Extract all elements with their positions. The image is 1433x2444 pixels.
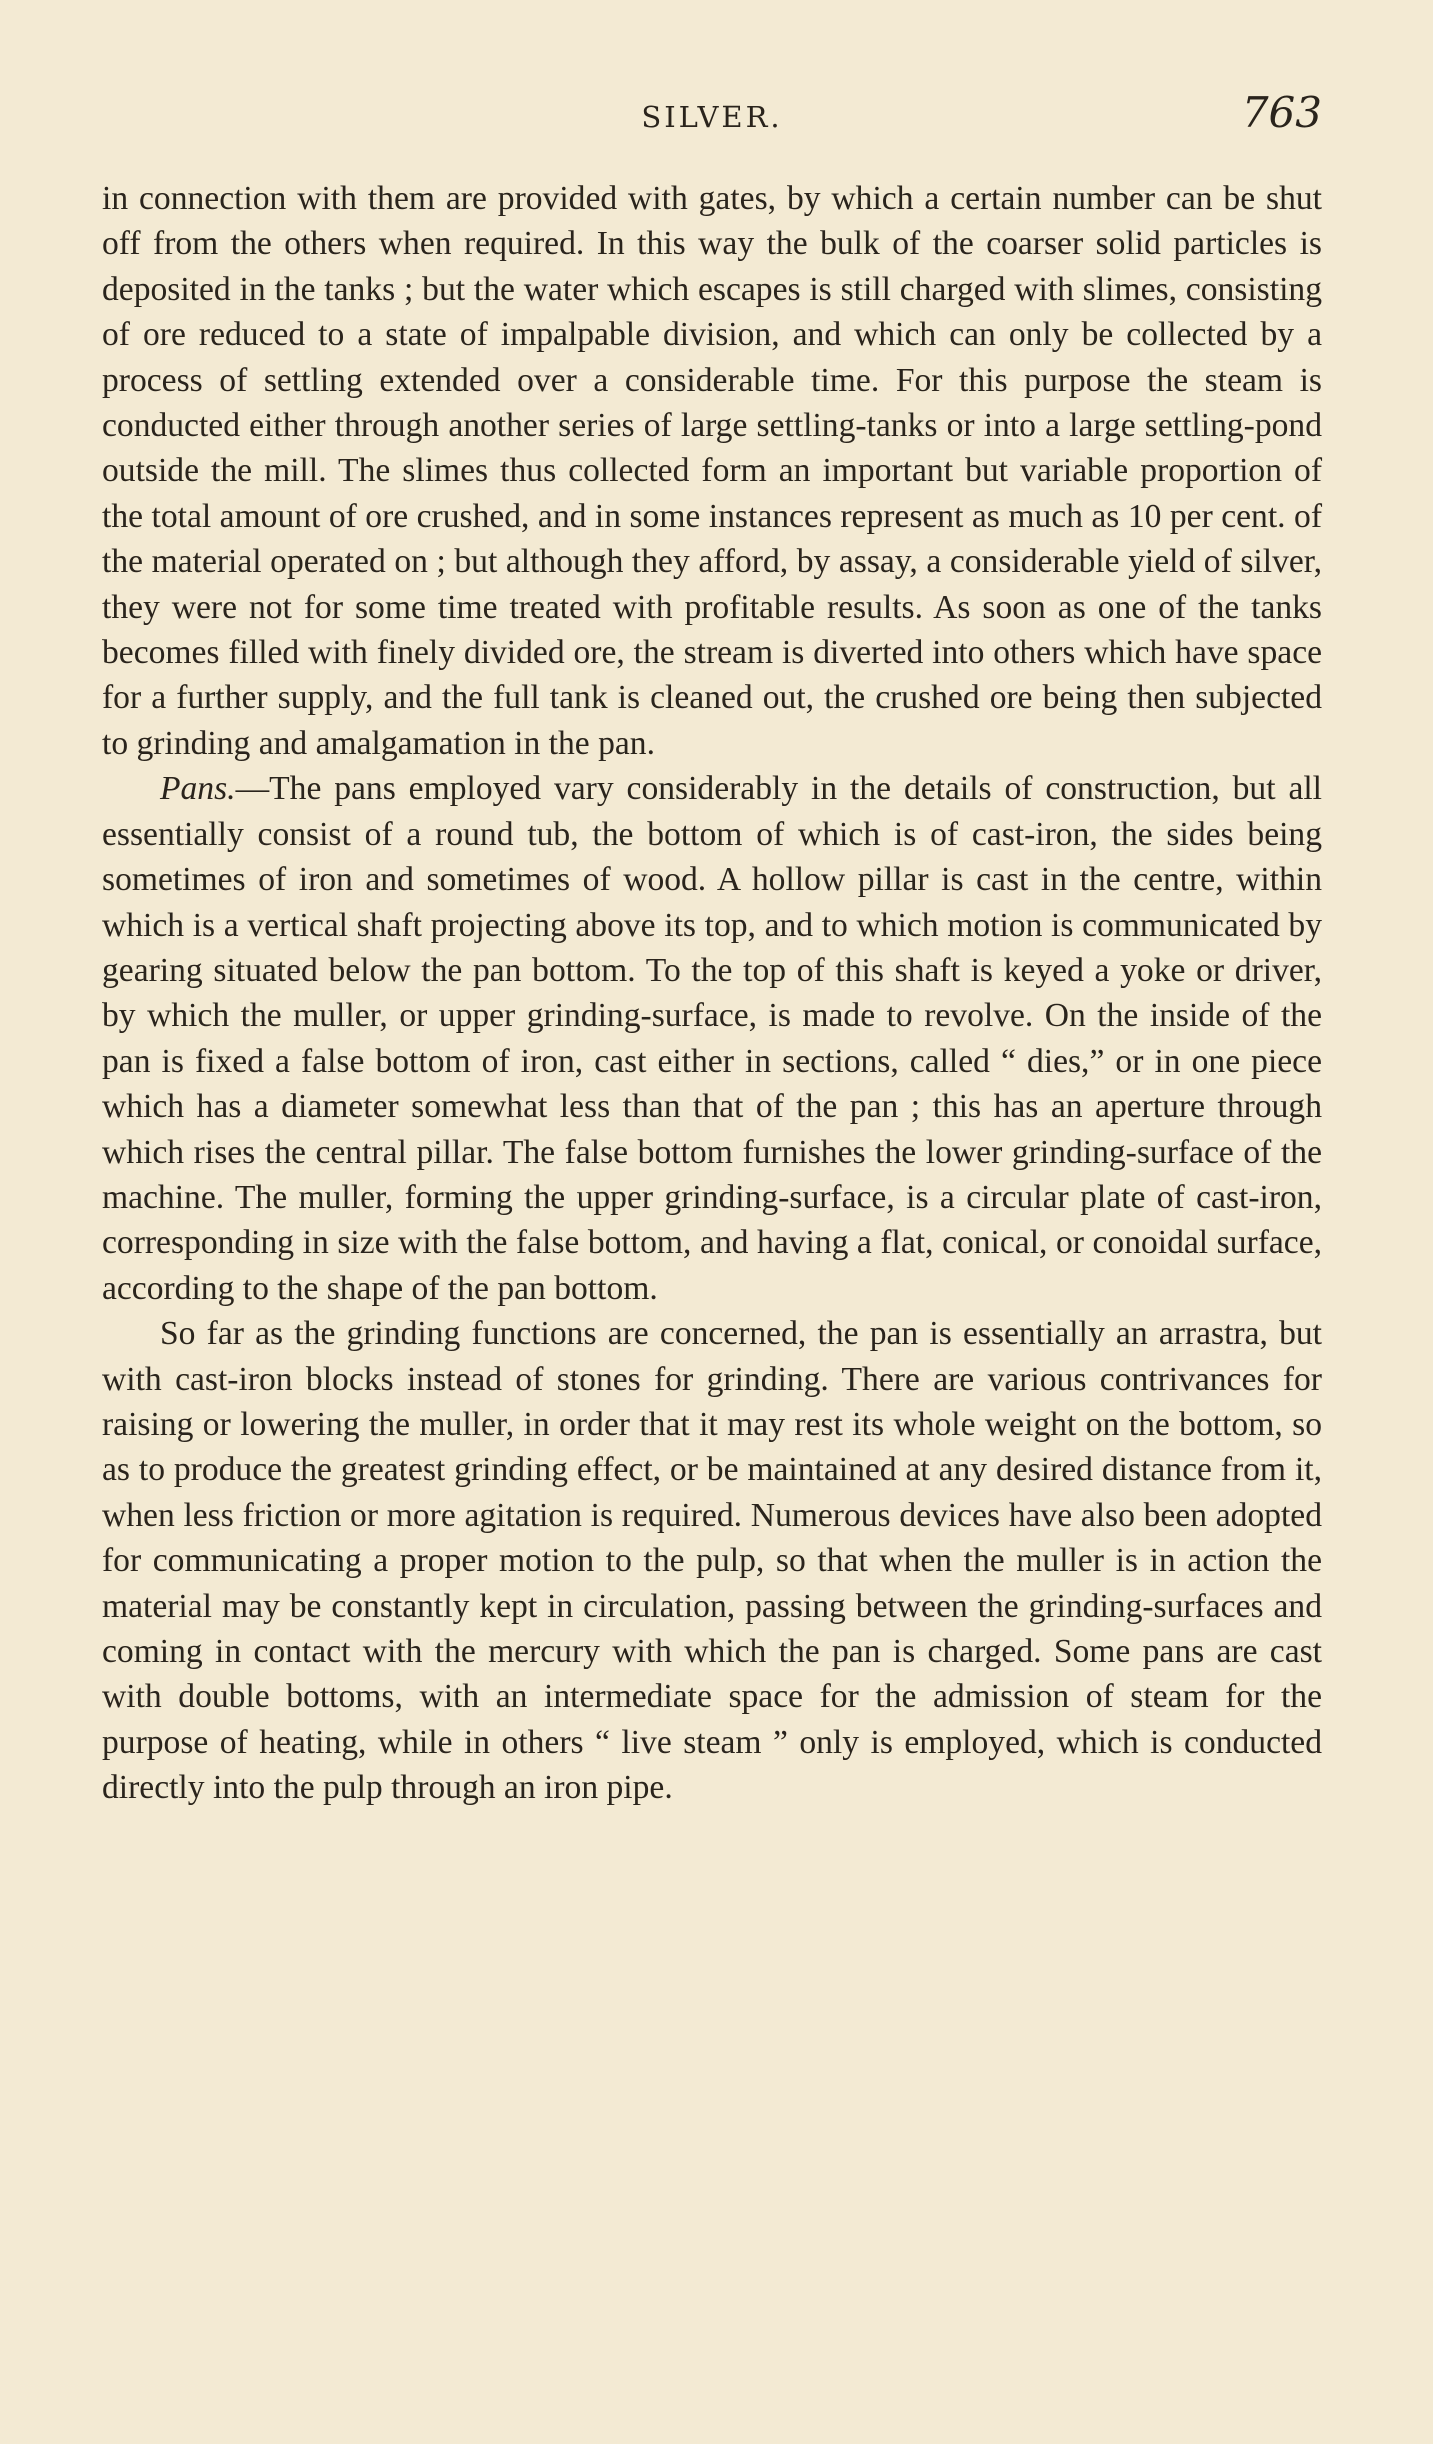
paragraph-2-heading: Pans. [160, 770, 236, 808]
running-head: SILVER. [641, 100, 783, 134]
body-text [102, 176, 1322, 1811]
paragraph-2 [102, 766, 1322, 1311]
paragraph-3: So far as the grinding functions are concerned, the pan is essentially an arrastra, but with cast-iron blocks instead of stones for grinding. There are various contrivances for raising or lowering the muller, in order that it may rest its whole weight on the bottom, so as to produce the greatest grinding effect, or be maintained at any desired distance from it, when less friction or more agitation is required. Numerous devices have also been adopted for communicating a proper motion to the pulp, so that when the muller is in action the material may be constantly kept in circulation, passing between the grinding-surfaces and coming in contact with the mercury with which the pan is charged. Some pans are cast with double bottoms, with an intermediate space for the admission of steam for the purpose of heating, while in others “ live steam ” only is employed, which is conducted directly into the pulp through an iron pipe. [102, 1315, 1322, 1807]
page-header [102, 88, 1322, 148]
page-number: 763 [1241, 88, 1322, 137]
paragraph-1: in connection with them are provided with gates, by which a certain number can be shut off from the others when required. In this way the bulk of the coarser solid particles is deposited in the tanks ; but the water which escapes is still charged with slimes, consisting of ore reduced to a state of impalpable division, and which can only be collected by a process of settling extended over a considerable time. For this purpose the steam is conducted either through another series of large settling-tanks or into a large settling-pond outside the mill. The slimes thus collected form an important but variable proportion of the total amount of ore crushed, and in some instances represent as much as 10 per cent. of the material operated on ; but although they afford, by assay, a considerable yield of silver, they were not for some time treated with profitable results. As soon as one of the tanks becomes filled with finely divided ore, the stream is diverted into others which have space for a further supply, and the full tank is cleaned out, the crushed ore being then subjected to grinding and amalgamation in the pan. [102, 180, 1322, 762]
paragraph-2-text: —The pans employed vary considerably in the details of construction, but all essentially consist of a round tub, the bottom of which is of cast-iron, the sides being sometimes of iron and sometimes of wood. A hollow pillar is cast in the centre, within which is a vertical shaft projecting above its top, and to which motion is communicated by gearing situated below the pan bottom. To the top of this shaft is keyed a yoke or driver, by which the muller, or upper grinding-surface, is made to revolve. On the inside of the pan is fixed a false bottom of iron, cast either in sections, called “ dies,” or in one piece which has a diameter somewhat less than that of the pan ; this has an aperture through which rises the central pillar. The false bottom furnishes the lower grinding-surface of the machine. The muller, forming the upper grinding-surface, is a circular plate of cast-iron, corresponding in size with the false bottom, and having a flat, conical, or conoidal surface, according to the shape of the pan bottom. [102, 770, 1322, 1307]
